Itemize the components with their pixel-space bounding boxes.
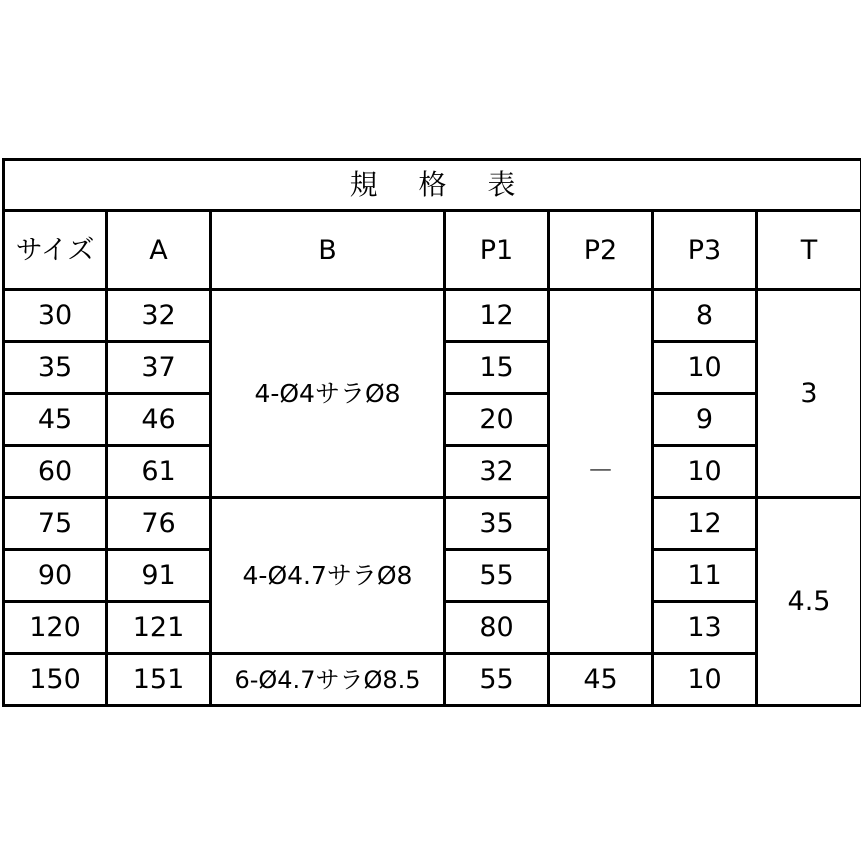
cell-p1: 15: [445, 342, 549, 394]
cell-a: 121: [107, 602, 211, 654]
cell-t-group-1: 3: [757, 290, 861, 498]
cell-p1: 35: [445, 498, 549, 550]
cell-a: 61: [107, 446, 211, 498]
cell-size: 60: [4, 446, 107, 498]
cell-t-group-2: 4.5: [757, 498, 861, 706]
header-p3: P3: [653, 211, 757, 290]
cell-p2-group-2: 45: [549, 654, 653, 706]
cell-b-group-2: 4-Ø4.7サラØ8: [211, 498, 445, 654]
cell-size: 90: [4, 550, 107, 602]
cell-a: 76: [107, 498, 211, 550]
table-row: [4, 654, 861, 706]
header-p2: P2: [549, 211, 653, 290]
cell-p3: 10: [653, 446, 757, 498]
header-size: サイズ: [4, 211, 107, 290]
cell-p1: 20: [445, 394, 549, 446]
cell-p3: 10: [653, 342, 757, 394]
header-b: B: [211, 211, 445, 290]
cell-p3: 8: [653, 290, 757, 342]
cell-a: 37: [107, 342, 211, 394]
cell-size: 35: [4, 342, 107, 394]
cell-size: 150: [4, 654, 107, 706]
cell-p2-group-1: －: [549, 290, 653, 654]
table-row: [4, 290, 861, 342]
title-row: [4, 160, 861, 211]
cell-p3: 9: [653, 394, 757, 446]
header-row: [4, 211, 861, 290]
cell-size: 120: [4, 602, 107, 654]
cell-p1: 12: [445, 290, 549, 342]
cell-a: 46: [107, 394, 211, 446]
cell-a: 151: [107, 654, 211, 706]
cell-b-group-3: 6-Ø4.7サラØ8.5: [211, 654, 445, 706]
cell-p1: 55: [445, 654, 549, 706]
cell-p3: 13: [653, 602, 757, 654]
cell-size: 30: [4, 290, 107, 342]
table-title: 規 格 表: [4, 160, 861, 211]
cell-size: 75: [4, 498, 107, 550]
header-p1: P1: [445, 211, 549, 290]
cell-p1: 80: [445, 602, 549, 654]
table-row: [4, 498, 861, 550]
cell-p1: 32: [445, 446, 549, 498]
header-a: A: [107, 211, 211, 290]
cell-p3: 11: [653, 550, 757, 602]
cell-p3: 10: [653, 654, 757, 706]
cell-a: 91: [107, 550, 211, 602]
cell-p1: 55: [445, 550, 549, 602]
spec-table: [2, 158, 861, 707]
header-t: T: [757, 211, 861, 290]
cell-p3: 12: [653, 498, 757, 550]
cell-a: 32: [107, 290, 211, 342]
cell-size: 45: [4, 394, 107, 446]
cell-b-group-1: 4-Ø4サラØ8: [211, 290, 445, 498]
